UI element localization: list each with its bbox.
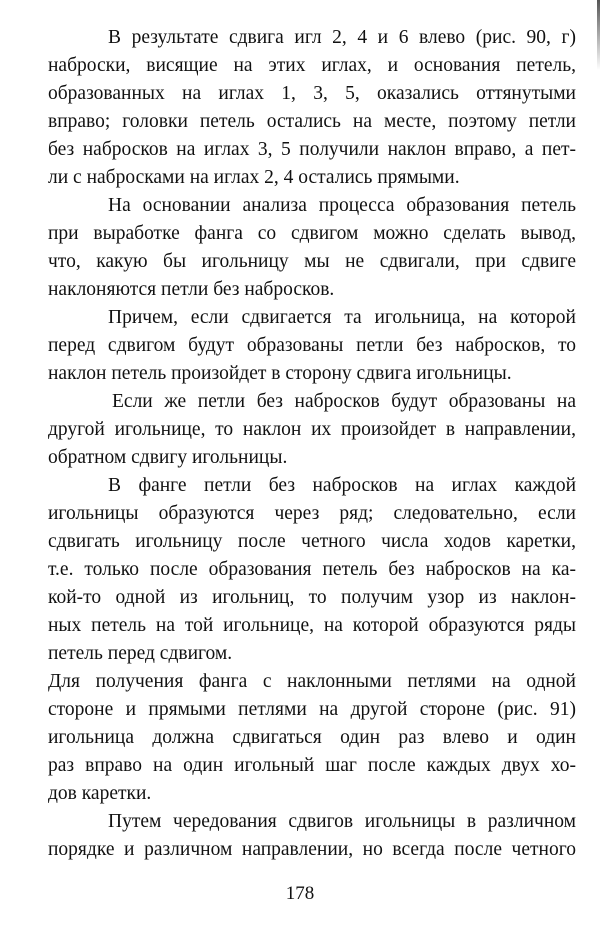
- text-line: петель перед сдвигом.: [48, 643, 233, 664]
- text-line: порядке и различном направлении, но всегда после четного: [48, 839, 576, 860]
- text-line: кой-то одной из игольниц, то получим узор из наклон-: [48, 587, 576, 608]
- text-line: т.е. только после образования петель без набросков на ка-: [48, 559, 576, 580]
- text-line: Путем чередования сдвигов игольницы в различном: [108, 811, 576, 832]
- text-line: дов каретки.: [48, 783, 152, 804]
- text-line: другой игольнице, то наклон их произойдет в направлении,: [48, 419, 576, 440]
- text-line: В результате сдвига игл 2, 4 и 6 влево (рис. 90, г): [108, 27, 576, 48]
- text-line: игольницы образуются через ряд; следовательно, если: [48, 503, 576, 524]
- text-line: без набросков на иглах 3, 5 получили наклон вправо, а пет-: [48, 139, 576, 160]
- page-number: 178: [285, 883, 315, 904]
- text-line: вправо; головки петель остались на месте, поэтому петли: [48, 111, 576, 132]
- text-line: В фанге петли без набросков на иглах каждой: [108, 475, 576, 496]
- text-line: образованных на иглах 1, 3, 5, оказались оттянутыми: [48, 83, 576, 104]
- text-line: ли с набросками на иглах 2, 4 остались прямыми.: [48, 167, 460, 188]
- text-line: сдвигать игольницу после четного числа ходов каретки,: [48, 531, 576, 552]
- text-line: обратном сдвигу игольницы.: [48, 447, 288, 468]
- text-line: На основании анализа процесса образования петель: [108, 195, 576, 216]
- text-line: Для получения фанга с наклонными петлями на одной: [48, 671, 576, 692]
- text-line: Если же петли без набросков будут образованы на: [112, 391, 576, 412]
- text-line: при выработке фанга со сдвигом можно сделать вывод,: [48, 223, 576, 244]
- text-line: наброски, висящие на этих иглах, и основания петель,: [48, 55, 576, 76]
- text-line: наклоняются петли без набросков.: [48, 279, 335, 300]
- text-line: Причем, если сдвигается та игольница, на которой: [108, 307, 576, 328]
- text-line: игольница должна сдвигаться один раз влево и один: [48, 727, 576, 748]
- text-line: стороне и прямыми петлями на другой стороне (рис. 91): [48, 699, 576, 720]
- text-line: ных петель на той игольнице, на которой образуются ряды: [48, 615, 576, 636]
- text-line: наклон петель произойдет в сторону сдвига игольницы.: [48, 363, 512, 384]
- text-line: раз вправо на один игольный шаг после каждых двух хо-: [48, 755, 576, 776]
- text-line: что, какую бы игольницу мы не сдвигали, при сдвиге: [48, 251, 576, 272]
- text-line: перед сдвигом будут образованы петли без набросков, то: [48, 335, 576, 356]
